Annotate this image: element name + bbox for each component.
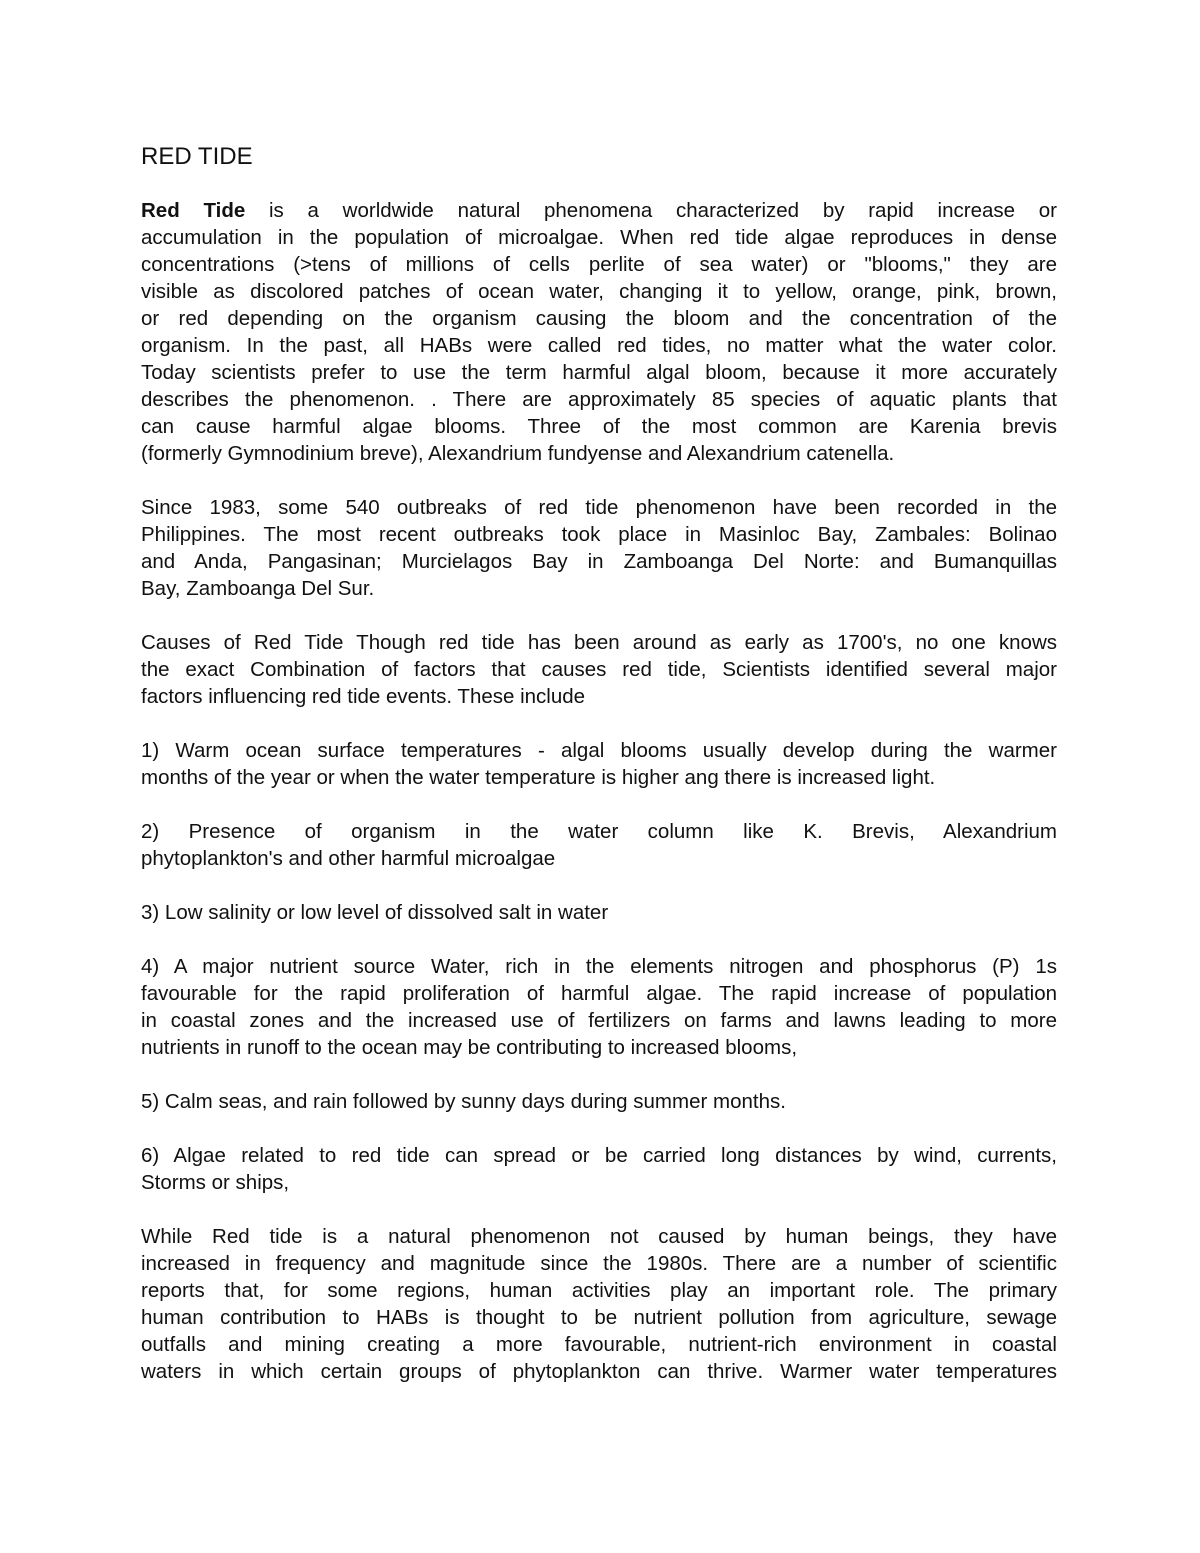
text-line: or red depending on the organism causing the bloom and the concentration of the — [141, 307, 1057, 330]
text-line: Red Tide is a worldwide natural phenomena characterized by rapid increase or — [141, 199, 1057, 222]
text-line: nutrients in runoff to the ocean may be contributing to increased blooms, — [141, 1036, 798, 1059]
paragraph — [141, 197, 1057, 467]
text-line: phytoplankton's and other harmful microalgae — [141, 847, 556, 870]
text-line: 1) Warm ocean surface temperatures - algal blooms usually develop during the warmer — [141, 739, 1057, 762]
paragraph — [141, 737, 1057, 791]
text-line: waters in which certain groups of phytoplankton can thrive. Warmer water temperatures — [141, 1360, 1057, 1383]
text-line: can cause harmful algae blooms. Three of the most common are Karenia brevis — [141, 415, 1057, 438]
text-line: Since 1983, some 540 outbreaks of red tide phenomenon have been recorded in the — [141, 496, 1057, 519]
text-line: describes the phenomenon. . There are approximately 85 species of aquatic plants that — [141, 388, 1057, 411]
text-line: Bay, Zamboanga Del Sur. — [141, 577, 375, 600]
text-line: 2) Presence of organism in the water column like K. Brevis, Alexandrium — [141, 820, 1057, 843]
paragraph — [141, 1142, 1057, 1196]
document-page — [141, 140, 1057, 1412]
text-line: Philippines. The most recent outbreaks took place in Masinloc Bay, Zambales: Bolinao — [141, 523, 1057, 546]
paragraph — [141, 818, 1057, 872]
text-line: While Red tide is a natural phenomenon not caused by human beings, they have — [141, 1225, 1057, 1248]
text-line: human contribution to HABs is thought to be nutrient pollution from agriculture, sewage — [141, 1306, 1057, 1329]
text-line: reports that, for some regions, human activities play an important role. The primary — [141, 1279, 1057, 1302]
document-title: RED TIDE — [141, 143, 253, 170]
text-line: 3) Low salinity or low level of dissolved salt in water — [141, 901, 609, 924]
text-line: 5) Calm seas, and rain followed by sunny days during summer months. — [141, 1090, 786, 1113]
bold-term: Red Tide — [141, 199, 246, 222]
text-line: Today scientists prefer to use the term harmful algal bloom, because it more accurately — [141, 361, 1057, 384]
paragraph — [141, 494, 1057, 602]
text-line: outfalls and mining creating a more favourable, nutrient-rich environment in coastal — [141, 1333, 1057, 1356]
document-body — [141, 197, 1057, 1385]
paragraph — [141, 1088, 1057, 1115]
paragraph — [141, 1223, 1057, 1385]
paragraph — [141, 899, 1057, 926]
text-line: 4) A major nutrient source Water, rich in the elements nitrogen and phosphorus (P) 1s — [141, 955, 1057, 978]
text-line: the exact Combination of factors that causes red tide, Scientists identified several major — [141, 658, 1057, 681]
text-line: 6) Algae related to red tide can spread or be carried long distances by wind, currents, — [141, 1144, 1057, 1167]
text-line: in coastal zones and the increased use of fertilizers on farms and lawns leading to more — [141, 1009, 1057, 1032]
text-line: Storms or ships, — [141, 1171, 290, 1194]
text-line: Causes of Red Tide Though red tide has been around as early as 1700's, no one knows — [141, 631, 1057, 654]
text-line: months of the year or when the water temperature is higher ang there is increased light. — [141, 766, 936, 789]
text-line: and Anda, Pangasinan; Murcielagos Bay in Zamboanga Del Norte: and Bumanquillas — [141, 550, 1057, 573]
text-line: increased in frequency and magnitude since the 1980s. There are a number of scientific — [141, 1252, 1057, 1275]
text-line: favourable for the rapid proliferation of harmful algae. The rapid increase of population — [141, 982, 1057, 1005]
text-line: organism. In the past, all HABs were called red tides, no matter what the water color. — [141, 334, 1057, 357]
text-line: (formerly Gymnodinium breve), Alexandrium fundyense and Alexandrium catenella. — [141, 442, 895, 465]
paragraph — [141, 629, 1057, 710]
text-line: visible as discolored patches of ocean water, changing it to yellow, orange, pink, brown, — [141, 280, 1057, 303]
text-line: concentrations (>tens of millions of cells perlite of sea water) or "blooms," they are — [141, 253, 1057, 276]
text-line: factors influencing red tide events. These include — [141, 685, 586, 708]
paragraph — [141, 953, 1057, 1061]
text-line: accumulation in the population of microalgae. When red tide algae reproduces in dense — [141, 226, 1057, 249]
